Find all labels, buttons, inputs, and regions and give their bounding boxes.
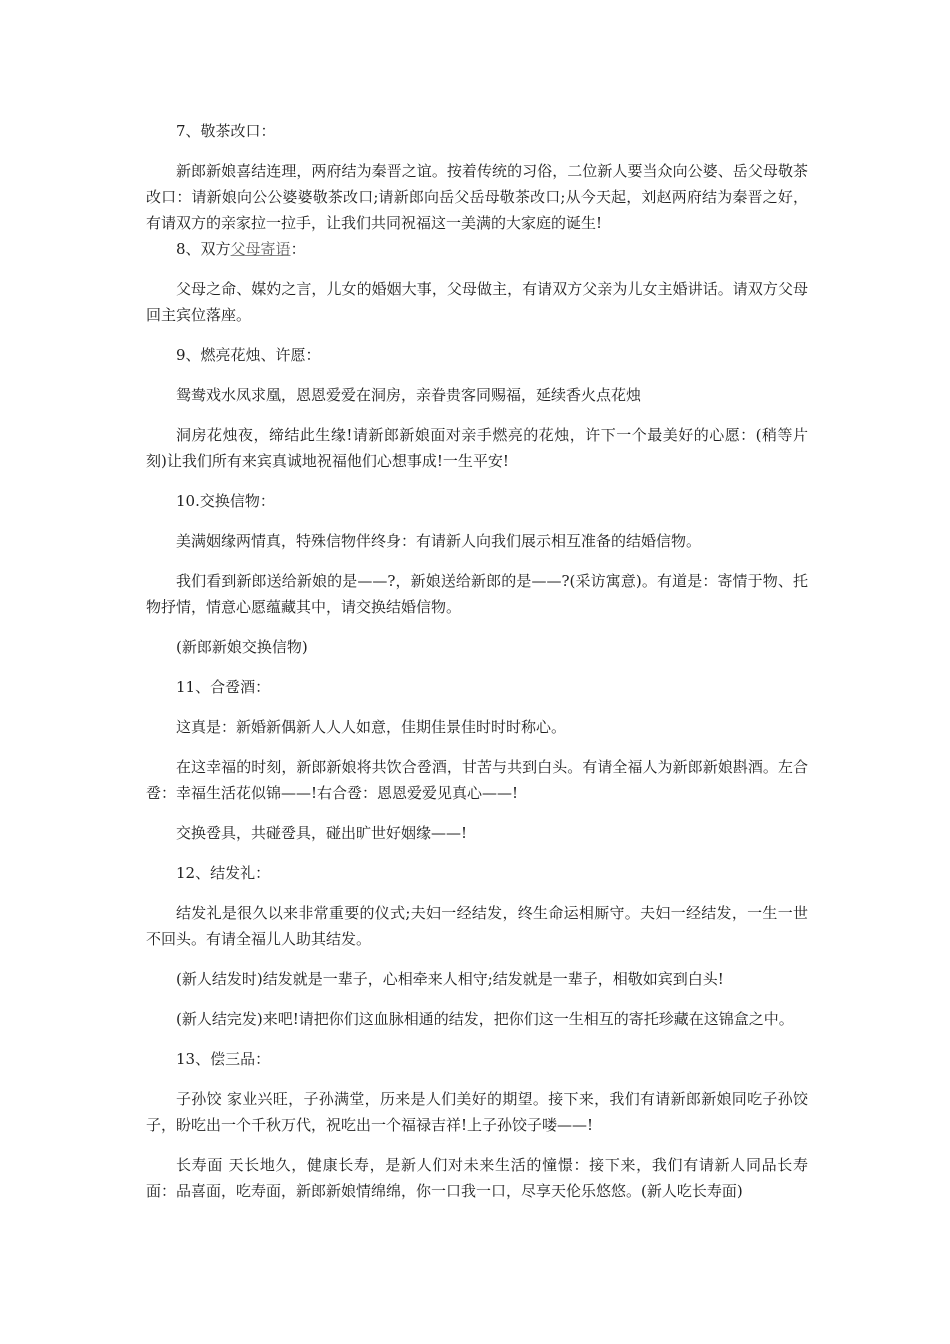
section-8-heading [146, 236, 808, 262]
section-12-end: (新人结完发)来吧!请把你们这血脉相通的结发，把你们这一生相互的寄托珍藏在这锦盒之中。 [176, 1010, 794, 1028]
section-9-body: 洞房花烛夜，缔结此生缘!请新郎新娘面对亲手燃亮的花烛，许下一个最美好的心愿：(稍等片刻)让我们所有来宾真诚地祝福他们心想事成!一生平安! [146, 426, 808, 470]
section-11-body: 在这幸福的时刻，新郎新娘将共饮合卺酒，甘苦与共到白头。有请全福人为新郎新娘斟酒。左合卺：幸福生活花似锦——!右合卺：恩恩爱爱见真心——! [146, 758, 808, 802]
section-12-body: 结发礼是很久以来非常重要的仪式;夫妇一经结发，终生命运相厮守。夫妇一经结发，一生一世不回头。有请全福儿人助其结发。 [146, 904, 808, 948]
section-9-verse: 鸳鸯戏水凤求凰，恩恩爱爱在洞房，亲眷贵客同赐福，延续香火点花烛 [176, 386, 642, 404]
section-7-heading: 7、敬茶改口： [176, 122, 276, 140]
section-8-heading-prefix: 8、双方 [176, 240, 231, 258]
document-body [146, 118, 808, 1204]
section-13-dumpling: 子孙饺 家业兴旺，子孙满堂，历来是人们美好的期望。接下来，我们有请新郎新娘同吃子孙饺子，盼吃出一个千秋万代，祝吃出一个福禄吉祥!上子孙饺子喽——! [146, 1090, 808, 1134]
section-12-verse: (新人结发时)结发就是一辈子，心相牵来人相守;结发就是一辈子，相敬如宾到白头! [176, 970, 724, 988]
section-11-verse: 这真是：新婚新偶新人人人如意，佳期佳景佳时时时称心。 [176, 718, 567, 736]
section-8-heading-suffix: ： [290, 240, 306, 258]
section-8-body: 父母之命、媒妁之言，儿女的婚姻大事，父母做主，有请双方父亲为儿女主婚讲话。请双方父母回主宾位落座。 [146, 280, 808, 324]
section-13-noodle: 长寿面 天长地久，健康长寿，是新人们对未来生活的憧憬：接下来，我们有请新人同品长寿面：品喜面，吃寿面，新郎新娘情绵绵，你一口我一口，尽享天伦乐悠悠。(新人吃长寿面) [146, 1156, 808, 1200]
section-12-heading: 12、结发礼： [176, 864, 271, 882]
section-13-heading: 13、偿三品： [176, 1050, 271, 1068]
parents-message-link[interactable]: 父母寄语 [230, 240, 291, 258]
section-10-heading: 10.交换信物： [176, 492, 275, 510]
section-11-heading: 11、合卺酒： [176, 678, 271, 696]
section-7-body: 新郎新娘喜结连理，两府结为秦晋之谊。按着传统的习俗，二位新人要当众向公婆、岳父母敬茶改口：请新娘向公公婆婆敬茶改口;请新郎向岳父岳母敬茶改口;从今天起，刘赵两府结为秦晋之好，有请双方的亲家拉一拉手，让我们共同祝福这一美满的大家庭的诞生! [146, 162, 808, 232]
section-10-verse: 美满姻缘两情真，特殊信物伴终身：有请新人向我们展示相互准备的结婚信物。 [176, 532, 702, 550]
section-10-body: 我们看到新郎送给新娘的是——?，新娘送给新郎的是——?(采访寓意)。有道是：寄情于物、托物抒情，情意心愿蕴藏其中，请交换结婚信物。 [146, 572, 808, 616]
section-11-end: 交换卺具，共碰卺具，碰出旷世好姻缘——! [176, 824, 468, 842]
section-10-note: (新郎新娘交换信物) [176, 638, 308, 656]
section-9-heading: 9、燃亮花烛、许愿： [176, 346, 321, 364]
